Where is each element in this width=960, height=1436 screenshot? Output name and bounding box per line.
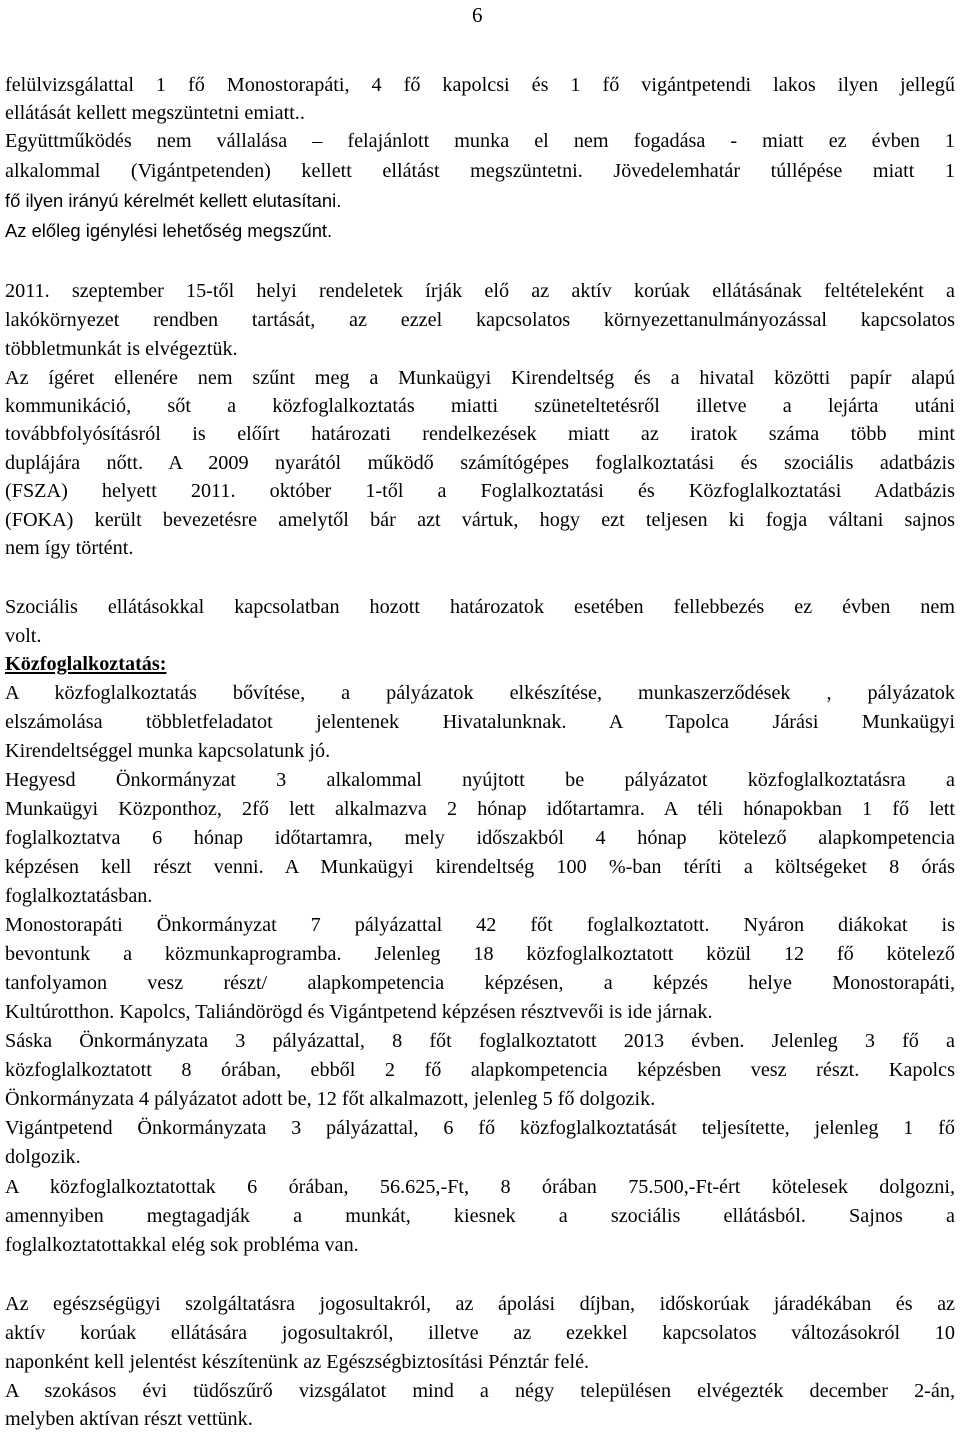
text-line: nem így történt. [5,537,134,559]
text-line: aktív korúak ellátására jogosultakról, illetve az ezekkel kapcsolatos változásokról 10 [5,1322,955,1344]
text-line: közfoglalkoztatott 8 órában, ebből 2 fő alapkompetencia képzésben vesz részt. Kapolcs [5,1059,955,1081]
text-line: A közfoglalkoztatás bővítése, a pályázatok elkészítése, munkaszerződések , pályázatok [5,682,955,704]
text-line: többletmunkát is elvégeztük. [5,338,238,360]
text-line: Monostorapáti Önkormányzat 7 pályázattal 42 főt foglalkoztatott. Nyáron diákokat is [5,914,955,936]
text-line: alkalommal (Vigántpetenden) kellett ellátást megszüntetni. Jövedelemhatár túllépése miatt 1 [5,160,955,182]
text-line: Kultúrotthon. Kapolcs, Taliándörögd és Vigántpetend képzésen résztvevői is ide járnak. [5,1001,713,1023]
text-line: Munkaügyi Központhoz, 2fő lett alkalmazva 2 hónap időtartamra. A téli hónapokban 1 fő lett [5,798,955,820]
text-line: (FSZA) helyett 2011. október 1-től a Foglalkoztatási és Közfoglalkoztatási Adatbázis [5,480,955,502]
text-line: naponként kell jelentést készítenünk az Egészségbiztosítási Pénztár felé. [5,1351,590,1373]
text-line: foglalkoztatottakkal elég sok probléma van. [5,1234,359,1256]
text-line: amennyiben megtagadják a munkát, kiesnek a szociális ellátásból. Sajnos a [5,1205,955,1227]
text-line: továbbfolyósításról is előírt határozati rendelkezések miatt az iratok száma több mint [5,423,955,445]
text-line: Az egészségügyi szolgáltatásra jogosultakról, az ápolási díjban, időskorúak járadékában és az [5,1293,955,1315]
text-line: A közfoglalkoztatottak 6 órában, 56.625,-Ft, 8 órában 75.500,-Ft-ért kötelesek dolgozni, [5,1176,955,1198]
text-line: Szociális ellátásokkal kapcsolatban hozott határozatok esetében fellebbezés ez évben nem [5,596,955,618]
text-line: A szokásos évi tüdőszűrő vizsgálatot mind a négy településen elvégezték december 2-án, [5,1380,955,1402]
text-line: Önkormányzata 4 pályázatot adott be, 12 főt alkalmazott, jelenleg 5 fő dolgozik. [5,1088,656,1110]
text-line: Kirendeltséggel munka kapcsolatunk jó. [5,740,331,762]
text-line: Hegyesd Önkormányzat 3 alkalommal nyújtott be pályázatot közfoglalkoztatásra a [5,769,955,791]
text-line: volt. [5,625,42,647]
text-line: elszámolása többletfeladatot jelentenek Hivatalunknak. A Tapolca Járási Munkaügyi [5,711,955,733]
text-line: képzésen kell részt venni. A Munkaügyi kirendeltség 100 %-ban téríti a költségeket 8 órás [5,856,955,878]
text-line: Sáska Önkormányzata 3 pályázattal, 8 főt foglalkoztatott 2013 évben. Jelenleg 3 fő a [5,1030,955,1052]
text-line: 2011. szeptember 15-től helyi rendeletek írják elő az aktív korúak ellátásának feltételeként a [5,280,955,302]
text-line: (FOKA) került bevezetésre amelytől bár azt vártuk, hogy ezt teljesen ki fogja váltani sajnos [5,509,955,531]
text-line: foglalkoztatásban. [5,885,153,907]
text-line: duplájára nőtt. A 2009 nyarától működő számítógépes foglalkoztatási és szociális adatbázis [5,452,955,474]
text-line: felülvizsgálattal 1 fő Monostorapáti, 4 fő kapolcsi és 1 fő vigántpetendi lakos ilyen jellegű [5,74,955,96]
text-line: melyben aktívan részt vettünk. [5,1408,253,1430]
text-line: fő ilyen irányú kérelmét kellett elutasítani. [5,190,342,211]
text-line: Együttműködés nem vállalása – felajánlott munka el nem fogadása - miatt ez évben 1 [5,130,955,152]
text-line: bevontunk a közmunkaprogramba. Jelenleg 18 közfoglalkoztatott közül 12 fő kötelező [5,943,955,965]
text-line: kommunikáció, sőt a közfoglalkoztatás miatti szüneteltetésről illetve a lejárta utáni [5,395,955,417]
section-heading: Közfoglalkoztatás: [5,653,167,675]
text-line: ellátását kellett megszüntetni emiatt.. [5,102,305,124]
text-line: foglalkoztatva 6 hónap időtartamra, mely időszakból 4 hónap kötelező alapkompetencia [5,827,955,849]
text-line: Az ígéret ellenére nem szűnt meg a Munkaügyi Kirendeltség és a hivatal közötti papír alapú [5,367,955,389]
page-number: 6 [472,3,483,27]
text-line: lakókörnyezet rendben tartását, az ezzel kapcsolatos környezettanulmányozással kapcsolatos [5,309,955,331]
text-line: Vigántpetend Önkormányzata 3 pályázattal, 6 fő közfoglalkoztatását teljesítette, jelenleg 1 fő [5,1117,955,1139]
text-line: Az előleg igénylési lehetőség megszűnt. [5,220,333,241]
text-line: dolgozik. [5,1146,81,1168]
text-line: tanfolyamon vesz részt/ alapkompetencia képzésen, a képzés helye Monostorapáti, [5,972,955,994]
